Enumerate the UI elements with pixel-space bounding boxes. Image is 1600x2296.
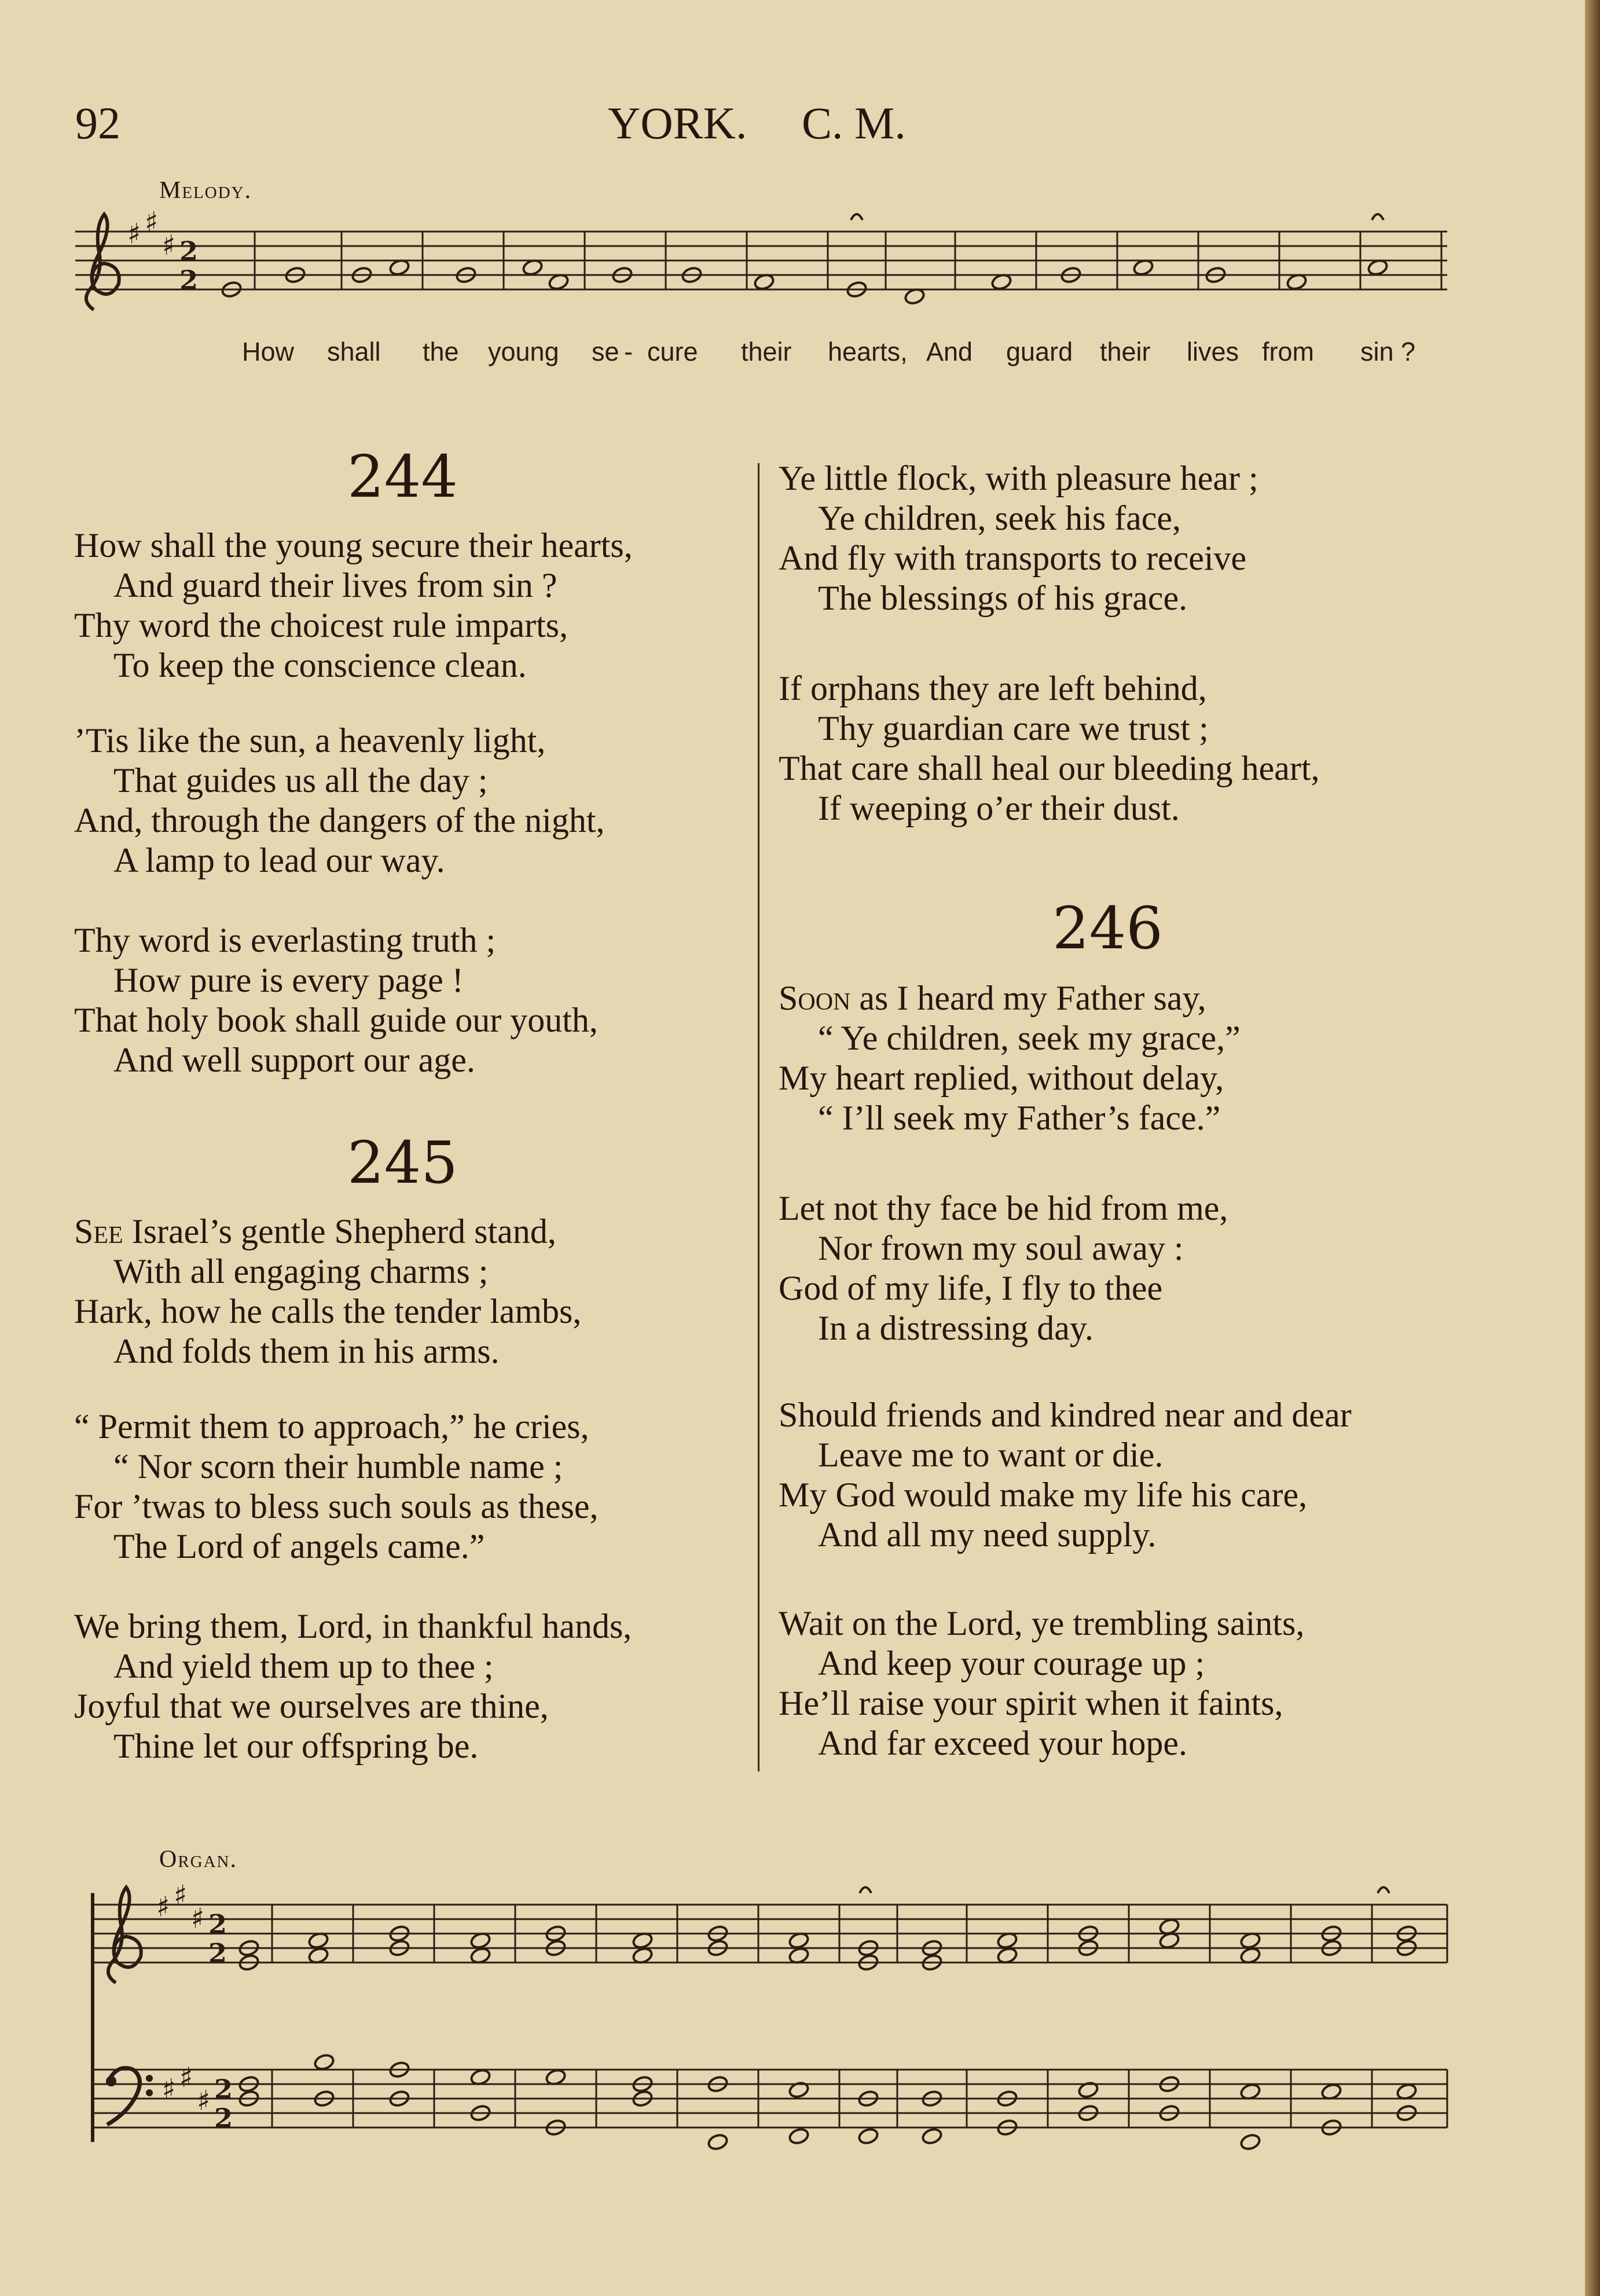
note-head [1239, 2133, 1261, 2151]
line [74, 1212, 581, 1252]
svg-text:2: 2 [214, 2074, 233, 2105]
line: To keep the conscience clean. [113, 646, 527, 684]
melody-label: Melody. [159, 177, 252, 204]
line: With all engaging charms ; [113, 1252, 489, 1290]
lyric-syllable: cure [647, 337, 698, 366]
line-rest: as I heard my Father say, [850, 979, 1206, 1017]
line: My heart replied, without delay, [779, 1059, 1224, 1097]
hymn-number-244: 244 [347, 443, 458, 511]
hymn-245-stanza-4 [779, 459, 1258, 618]
note-head [788, 2127, 810, 2145]
line: How pure is every page ! [113, 961, 464, 999]
meter: C. M. [802, 98, 906, 148]
hymn-246-stanza-1 [779, 978, 1241, 1138]
line: That guides us all the day ; [113, 761, 488, 799]
svg-text:2: 2 [208, 1938, 227, 1969]
lyric-syllable: lives [1187, 337, 1239, 366]
organ-score [75, 1870, 1465, 2194]
line: And well support our age. [113, 1041, 475, 1079]
line: Let not thy face be hid from me, [779, 1189, 1228, 1227]
hymn-246-stanza-3 [779, 1395, 1352, 1555]
svg-text:♯: ♯ [179, 2062, 193, 2094]
line: He’ll raise your spirit when it faints, [779, 1684, 1283, 1722]
hymn-number-246: 246 [1052, 894, 1163, 962]
line: Thy word the choicest rule imparts, [74, 606, 568, 644]
svg-text:♯: ♯ [156, 1891, 170, 1923]
fermata-2 [1372, 214, 1384, 220]
time-signature-bottom: 2 [179, 265, 199, 296]
lyric-syllable: sin ? [1360, 337, 1416, 366]
sharp-sign-3: ♯ [162, 229, 176, 262]
line: Ye little flock, with pleasure hear ; [779, 459, 1258, 497]
line: Thy word is everlasting truth ; [74, 921, 496, 959]
line: “ Permit them to approach,” he cries, [74, 1407, 589, 1446]
line: God of my life, I fly to thee [779, 1269, 1163, 1307]
hymn-246-stanza-2 [779, 1189, 1228, 1348]
fermata-1 [860, 1887, 871, 1893]
line: That holy book shall guide our youth, [74, 1001, 598, 1039]
hymn-244-stanza-3 [74, 920, 598, 1080]
page-number: 92 [75, 98, 120, 148]
hymn-246-stanza-4 [779, 1604, 1304, 1763]
lyric-syllable: from [1262, 337, 1314, 366]
melody-staff [64, 203, 1465, 336]
svg-text:2: 2 [214, 2103, 233, 2134]
line: If orphans they are left behind, [779, 669, 1207, 707]
line: Should friends and kindred near and dear [779, 1396, 1352, 1434]
hymn-245-stanza-2 [74, 1407, 599, 1567]
lyric-syllable: shall [327, 337, 381, 366]
lyric-syllable: the [423, 337, 459, 366]
lyric-syllable: How [242, 337, 295, 366]
lyric-syllable: And [926, 337, 973, 366]
svg-text:♯: ♯ [191, 1902, 205, 1935]
line: For ’twas to bless such souls as these, [74, 1487, 599, 1525]
line: Joyful that we ourselves are thine, [74, 1687, 549, 1725]
line: And guard their lives from sin ? [113, 566, 557, 604]
lyric-syllable: hearts, [828, 337, 908, 366]
organ-label: Organ. [159, 1846, 238, 1873]
line: In a distressing day. [818, 1309, 1094, 1347]
line: “ I’ll seek my Father’s face.” [818, 1099, 1221, 1137]
line [779, 978, 1241, 1018]
hymn-244-stanza-1 [74, 526, 633, 685]
line: Thy guardian care we trust ; [818, 709, 1209, 747]
line-rest: Israel’s gentle Shepherd stand, [123, 1212, 556, 1250]
line: And keep your courage up ; [818, 1644, 1205, 1682]
lyric-syllable: their [1100, 337, 1151, 366]
tune-title: YORK. [608, 98, 747, 148]
line: And, through the dangers of the night, [74, 801, 605, 839]
lyric-syllable: young [488, 337, 559, 366]
line: “ Nor scorn their humble name ; [113, 1447, 563, 1486]
line: A lamp to lead our way. [113, 841, 445, 879]
fermata-2 [1378, 1887, 1389, 1893]
line: And yield them up to thee ; [113, 1647, 494, 1685]
line: Hark, how he calls the tender lambs, [74, 1292, 582, 1330]
line: Nor frown my soul away : [818, 1229, 1184, 1267]
hymn-245-stanza-1 [74, 1212, 581, 1371]
line: And all my need supply. [818, 1516, 1157, 1554]
lyric-syllable: guard [1006, 337, 1073, 366]
line: Wait on the Lord, ye trembling saints, [779, 1604, 1305, 1642]
line: We bring them, Lord, in thankful hands, [74, 1607, 632, 1645]
first-word: Soon [779, 979, 851, 1017]
hymn-number-245: 245 [347, 1129, 458, 1197]
page-edge-shadow [1585, 0, 1600, 2296]
line: The blessings of his grace. [818, 579, 1188, 617]
line: My God would make my life his care, [779, 1476, 1308, 1514]
note-head [921, 2127, 943, 2145]
line: That care shall heal our bleeding heart, [779, 749, 1320, 787]
line: “ Ye children, seek my grace,” [818, 1019, 1241, 1057]
line: If weeping o’er their dust. [818, 789, 1180, 827]
hymn-245-stanza-5 [779, 669, 1320, 828]
line: ’Tis like the sun, a heavenly light, [74, 721, 546, 760]
lyric-syllable: se [592, 337, 619, 366]
hymn-244-stanza-2 [74, 721, 605, 881]
line: Leave me to want or die. [818, 1436, 1164, 1474]
line: How shall the young secure their hearts, [74, 526, 633, 564]
fermata-1 [851, 214, 863, 220]
svg-text:2: 2 [208, 1909, 227, 1940]
line: And far exceed your hope. [818, 1724, 1188, 1762]
svg-text:♯: ♯ [174, 1879, 188, 1912]
note-head [857, 2127, 879, 2145]
note-head [313, 2053, 335, 2071]
svg-text:♯: ♯ [197, 2085, 211, 2117]
svg-text:♯: ♯ [162, 2073, 176, 2106]
line: Thine let our offspring be. [113, 1727, 479, 1765]
line: And folds them in his arms. [113, 1332, 500, 1370]
lyric-syllable: their [741, 337, 792, 366]
sharp-sign-1: ♯ [127, 218, 141, 250]
line: Ye children, seek his face, [818, 499, 1181, 537]
lyric-syllable: - [624, 337, 633, 366]
column-divider [758, 463, 759, 1771]
sharp-sign-2: ♯ [145, 206, 159, 239]
time-signature-top: 2 [179, 236, 199, 267]
first-word: See [74, 1212, 123, 1250]
line: The Lord of angels came.” [113, 1527, 485, 1565]
line: And fly with transports to receive [779, 539, 1247, 577]
note-head [707, 2133, 729, 2151]
hymn-245-stanza-3 [74, 1607, 632, 1766]
